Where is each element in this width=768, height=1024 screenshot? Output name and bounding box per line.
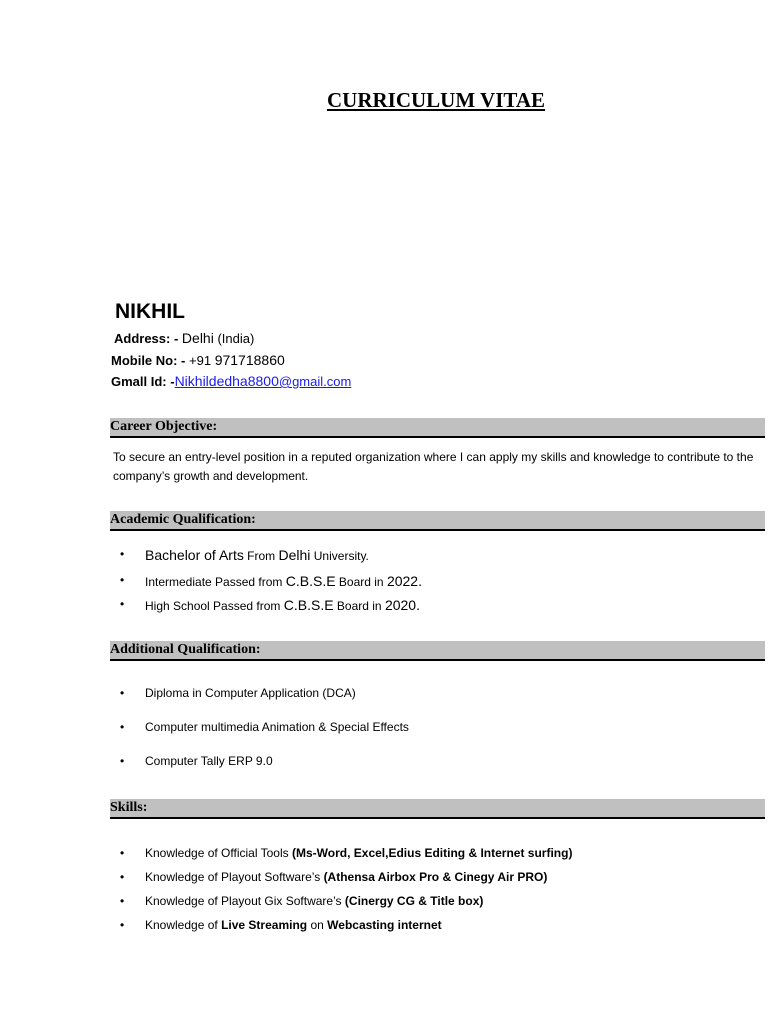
career-objective-text: To secure an entry-level position in a reputed organization where I can apply my skills and knowledge to contribute to the company’s growth and development.: [113, 450, 754, 483]
bullet-icon: •: [120, 686, 125, 700]
email-link[interactable]: [175, 374, 352, 389]
career-objective-heading: Career Objective:: [110, 418, 765, 438]
address-city: Delhi: [181, 330, 214, 346]
bullet-icon: •: [120, 547, 125, 561]
skills-heading: Skills:: [110, 799, 765, 819]
mobile-label: Mobile No: -: [111, 353, 186, 368]
bullet-icon: •: [120, 720, 125, 734]
bullet-icon: •: [120, 597, 125, 611]
bullet-icon: •: [120, 870, 125, 884]
additional-heading: Additional Qualification:: [110, 641, 765, 661]
email-label: Gmall Id: -: [111, 374, 175, 389]
email-domain: @gmail.com: [278, 374, 352, 389]
bullet-icon: •: [120, 846, 125, 860]
candidate-name: NIKHIL: [115, 300, 185, 323]
bullet-icon: •: [120, 894, 125, 908]
bullet-icon: •: [120, 754, 125, 768]
bullet-icon: •: [120, 918, 125, 932]
address-line: [114, 330, 254, 346]
document-title: CURRICULUM VITAE: [327, 88, 545, 112]
email-line: [111, 373, 351, 389]
bullet-icon: •: [120, 573, 125, 587]
academic-heading: Academic Qualification:: [110, 511, 765, 531]
mobile-line: [111, 352, 285, 368]
email-user: Nikhildedha8800: [174, 373, 279, 389]
mobile-prefix: +91: [189, 353, 212, 368]
mobile-number: 971718860: [214, 352, 285, 368]
address-label: Address: -: [114, 331, 179, 346]
address-country: (India): [217, 331, 255, 346]
